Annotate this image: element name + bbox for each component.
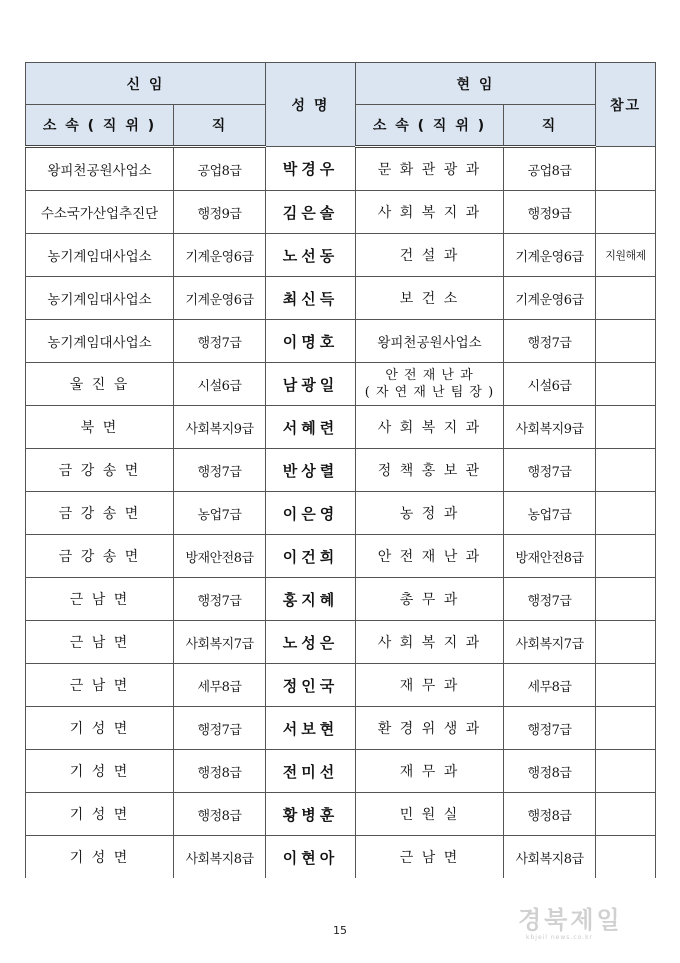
cur-rank-cell: 행정8급 — [504, 750, 596, 793]
new-org-cell: 기 성 면 — [26, 793, 174, 836]
header-new-dept-rank: 소 속 ( 직 위 ) — [26, 105, 174, 147]
new-rank-cell: 공업8급 — [174, 147, 266, 191]
cur-org-line: 안 전 재 난 과 — [385, 368, 474, 383]
header-current-post: 현 임 — [356, 63, 596, 105]
note-cell — [596, 750, 656, 793]
table-row — [26, 277, 656, 320]
table-row — [26, 664, 656, 707]
new-org-cell: 기 성 면 — [26, 707, 174, 750]
new-org-cell: 기 성 면 — [26, 750, 174, 793]
name-cell: 이은영 — [266, 492, 356, 535]
page-number: 15 — [333, 924, 347, 937]
cur-rank-cell: 행정7급 — [504, 578, 596, 621]
cur-org-cell: 총 무 과 — [356, 578, 504, 621]
note-cell — [596, 363, 656, 406]
cur-org-cell: 사 회 복 지 과 — [356, 191, 504, 234]
cur-org-cell: 보 건 소 — [356, 277, 504, 320]
table-row — [26, 147, 656, 191]
cur-rank-cell: 기계운영6급 — [504, 277, 596, 320]
table-row — [26, 234, 656, 277]
note-cell — [596, 147, 656, 191]
table-row — [26, 449, 656, 492]
name-cell: 황병훈 — [266, 793, 356, 836]
new-org-cell: 수소국가산업추진단 — [26, 191, 174, 234]
cur-org-cell: 재 무 과 — [356, 750, 504, 793]
new-org-cell: 왕피천공원사업소 — [26, 147, 174, 191]
cur-rank-cell: 농업7급 — [504, 492, 596, 535]
new-rank-cell: 행정7급 — [174, 320, 266, 363]
cur-rank-cell: 세무8급 — [504, 664, 596, 707]
cur-rank-cell: 행정7급 — [504, 320, 596, 363]
cur-rank-cell: 행정9급 — [504, 191, 596, 234]
cur-rank-cell: 공업8급 — [504, 147, 596, 191]
new-rank-cell: 시설6급 — [174, 363, 266, 406]
header-new-post: 신 임 — [26, 63, 266, 105]
table-header — [26, 63, 656, 147]
new-org-cell: 기 성 면 — [26, 836, 174, 879]
new-rank-cell: 기계운영6급 — [174, 277, 266, 320]
table-row — [26, 191, 656, 234]
cur-org-cell — [356, 363, 504, 406]
cur-org-cell: 문 화 관 광 과 — [356, 147, 504, 191]
new-rank-cell: 방재안전8급 — [174, 535, 266, 578]
cur-org-cell: 사 회 복 지 과 — [356, 406, 504, 449]
watermark-logo — [518, 905, 658, 945]
cur-org-cell: 안 전 재 난 과 — [356, 535, 504, 578]
name-cell: 서혜련 — [266, 406, 356, 449]
watermark-text: 경북제일 — [518, 906, 623, 934]
table-row — [26, 707, 656, 750]
table-row — [26, 793, 656, 836]
table-row — [26, 492, 656, 535]
cur-org-subline: ( 자 연 재 난 팀 장 ) — [364, 385, 495, 400]
table-row — [26, 535, 656, 578]
note-cell — [596, 707, 656, 750]
new-org-cell: 금 강 송 면 — [26, 492, 174, 535]
table-row — [26, 578, 656, 621]
table-row — [26, 621, 656, 664]
name-cell: 이건희 — [266, 535, 356, 578]
note-cell — [596, 449, 656, 492]
new-rank-cell: 행정8급 — [174, 793, 266, 836]
cur-org-cell: 왕피천공원사업소 — [356, 320, 504, 363]
note-cell — [596, 320, 656, 363]
new-rank-cell: 행정8급 — [174, 750, 266, 793]
cur-rank-cell: 사회복지8급 — [504, 836, 596, 879]
note-cell — [596, 492, 656, 535]
cur-org-cell: 정 책 홍 보 관 — [356, 449, 504, 492]
cur-org-cell: 건 설 과 — [356, 234, 504, 277]
new-org-cell: 농기계임대사업소 — [26, 277, 174, 320]
note-cell — [596, 793, 656, 836]
cur-rank-cell: 사회복지7급 — [504, 621, 596, 664]
name-cell: 노선동 — [266, 234, 356, 277]
name-cell: 서보현 — [266, 707, 356, 750]
cur-rank-cell: 기계운영6급 — [504, 234, 596, 277]
new-org-cell: 금 강 송 면 — [26, 535, 174, 578]
watermark-subtext: kbjeil news.co.kr — [526, 934, 594, 941]
personnel-roster-table — [25, 62, 656, 878]
note-cell — [596, 406, 656, 449]
name-cell: 이명호 — [266, 320, 356, 363]
name-cell: 반상렬 — [266, 449, 356, 492]
table-row — [26, 320, 656, 363]
cur-rank-cell: 행정7급 — [504, 707, 596, 750]
new-rank-cell: 행정7급 — [174, 578, 266, 621]
cur-org-cell: 재 무 과 — [356, 664, 504, 707]
header-new-rank: 직 — [174, 105, 266, 147]
cur-rank-cell: 행정8급 — [504, 793, 596, 836]
name-cell: 이현아 — [266, 836, 356, 879]
note-cell — [596, 191, 656, 234]
header-cur-rank: 직 — [504, 105, 596, 147]
table-row — [26, 836, 656, 879]
header-cur-dept-rank: 소 속 ( 직 위 ) — [356, 105, 504, 147]
note-cell — [596, 836, 656, 879]
note-cell — [596, 621, 656, 664]
note-cell — [596, 664, 656, 707]
cur-org-cell: 환 경 위 생 과 — [356, 707, 504, 750]
name-cell: 홍지혜 — [266, 578, 356, 621]
note-cell — [596, 277, 656, 320]
name-cell: 전미선 — [266, 750, 356, 793]
new-rank-cell: 농업7급 — [174, 492, 266, 535]
new-org-cell: 금 강 송 면 — [26, 449, 174, 492]
table-row — [26, 406, 656, 449]
header-remarks: 참고 — [596, 63, 656, 147]
cur-rank-cell: 사회복지9급 — [504, 406, 596, 449]
cur-rank-cell: 방재안전8급 — [504, 535, 596, 578]
name-cell: 남광일 — [266, 363, 356, 406]
cur-org-cell: 사 회 복 지 과 — [356, 621, 504, 664]
new-rank-cell: 행정7급 — [174, 707, 266, 750]
cur-org-cell: 민 원 실 — [356, 793, 504, 836]
new-rank-cell: 사회복지9급 — [174, 406, 266, 449]
name-cell: 김은솔 — [266, 191, 356, 234]
new-rank-cell: 세무8급 — [174, 664, 266, 707]
name-cell: 최신득 — [266, 277, 356, 320]
new-rank-cell: 행정9급 — [174, 191, 266, 234]
note-cell — [596, 535, 656, 578]
new-org-cell: 북 면 — [26, 406, 174, 449]
table-row — [26, 363, 656, 406]
new-rank-cell: 사회복지7급 — [174, 621, 266, 664]
cur-rank-cell: 행정7급 — [504, 449, 596, 492]
table-body — [26, 147, 656, 879]
table-row — [26, 750, 656, 793]
cur-org-cell: 농 정 과 — [356, 492, 504, 535]
cur-org-cell: 근 남 면 — [356, 836, 504, 879]
note-cell: 지원해제 — [596, 234, 656, 277]
cur-rank-cell: 시설6급 — [504, 363, 596, 406]
new-org-cell: 울 진 읍 — [26, 363, 174, 406]
new-org-cell: 농기계임대사업소 — [26, 320, 174, 363]
name-cell: 박경우 — [266, 147, 356, 191]
name-cell: 정인국 — [266, 664, 356, 707]
new-org-cell: 근 남 면 — [26, 664, 174, 707]
note-cell — [596, 578, 656, 621]
new-org-cell: 농기계임대사업소 — [26, 234, 174, 277]
new-org-cell: 근 남 면 — [26, 621, 174, 664]
new-rank-cell: 사회복지8급 — [174, 836, 266, 879]
new-rank-cell: 행정7급 — [174, 449, 266, 492]
header-name: 성 명 — [266, 63, 356, 147]
name-cell: 노성은 — [266, 621, 356, 664]
new-org-cell: 근 남 면 — [26, 578, 174, 621]
new-rank-cell: 기계운영6급 — [174, 234, 266, 277]
